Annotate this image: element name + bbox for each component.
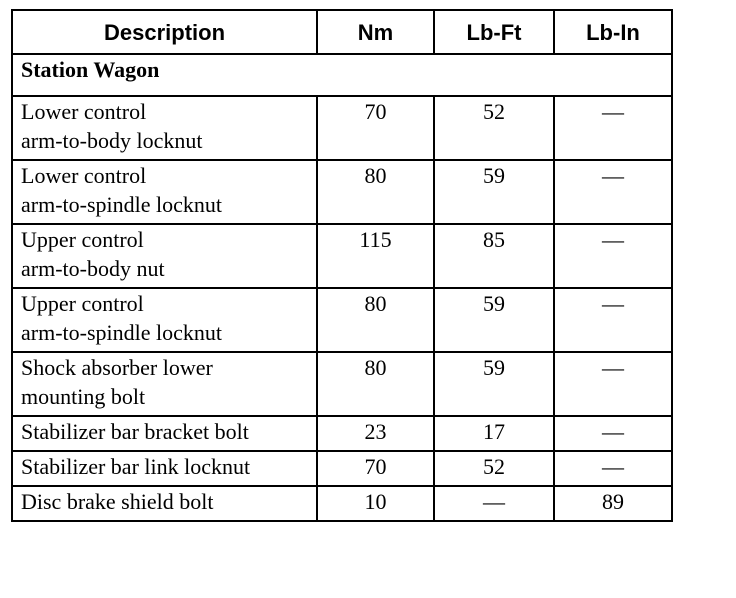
row-nm: 70 xyxy=(317,451,434,486)
row-lbin: — xyxy=(554,352,672,416)
row-description-line2: arm-to-body locknut xyxy=(21,128,203,153)
row-lbft: 17 xyxy=(434,416,554,451)
header-nm: Nm xyxy=(317,10,434,54)
row-description: Disc brake shield bolt xyxy=(12,486,317,521)
row-description xyxy=(12,224,317,288)
row-nm: 80 xyxy=(317,288,434,352)
row-lbin: — xyxy=(554,224,672,288)
row-description-line1: Lower control xyxy=(21,99,147,124)
row-description-line2: arm-to-body nut xyxy=(21,256,165,281)
table-row xyxy=(12,416,672,451)
row-description-line2: arm-to-spindle locknut xyxy=(21,320,223,345)
row-lbin: — xyxy=(554,160,672,224)
header-row xyxy=(12,10,672,54)
row-nm: 10 xyxy=(317,486,434,521)
row-description xyxy=(12,352,317,416)
row-lbft: 85 xyxy=(434,224,554,288)
row-lbft: 59 xyxy=(434,288,554,352)
row-description-line1: Upper control xyxy=(21,291,144,316)
row-lbft: 59 xyxy=(434,352,554,416)
table-row xyxy=(12,352,672,416)
row-lbin: — xyxy=(554,451,672,486)
header-description: Description xyxy=(12,10,317,54)
row-nm: 115 xyxy=(317,224,434,288)
row-description xyxy=(12,160,317,224)
table-row xyxy=(12,224,672,288)
row-description xyxy=(12,288,317,352)
row-lbin: 89 xyxy=(554,486,672,521)
table-row xyxy=(12,160,672,224)
section-row xyxy=(12,54,672,96)
row-description-line1: Upper control xyxy=(21,227,144,252)
row-description-line1: Lower control xyxy=(21,163,147,188)
row-description: Stabilizer bar bracket bolt xyxy=(12,416,317,451)
row-description-line1: Shock absorber lower xyxy=(21,355,213,380)
row-description: Stabilizer bar link locknut xyxy=(12,451,317,486)
table-row xyxy=(12,288,672,352)
header-lbft: Lb-Ft xyxy=(434,10,554,54)
row-lbin: — xyxy=(554,96,672,160)
table-row xyxy=(12,96,672,160)
row-nm: 23 xyxy=(317,416,434,451)
row-nm: 80 xyxy=(317,160,434,224)
row-lbft: 52 xyxy=(434,451,554,486)
row-lbft: 52 xyxy=(434,96,554,160)
torque-spec-table xyxy=(11,9,673,522)
section-title: Station Wagon xyxy=(12,54,672,96)
row-description-line2: mounting bolt xyxy=(21,384,146,409)
table-row xyxy=(12,451,672,486)
row-nm: 70 xyxy=(317,96,434,160)
row-lbin: — xyxy=(554,416,672,451)
row-description xyxy=(12,96,317,160)
row-description-line2: arm-to-spindle locknut xyxy=(21,192,223,217)
row-nm: 80 xyxy=(317,352,434,416)
row-lbin: — xyxy=(554,288,672,352)
row-lbft: — xyxy=(434,486,554,521)
header-lbin: Lb-In xyxy=(554,10,672,54)
table-row xyxy=(12,486,672,521)
row-lbft: 59 xyxy=(434,160,554,224)
